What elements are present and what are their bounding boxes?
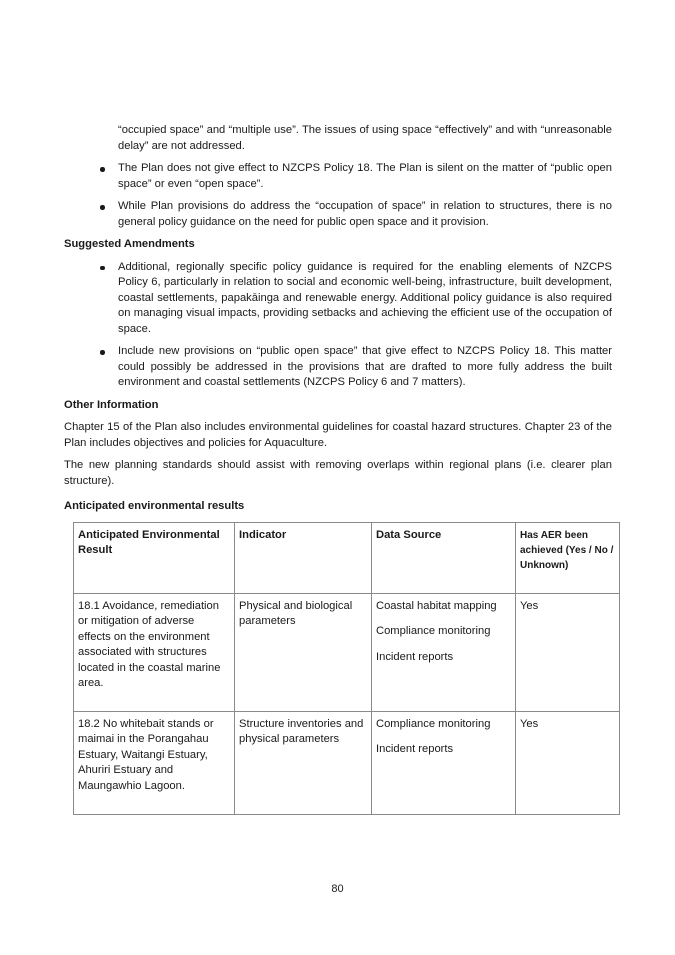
amendment-bullet-text: Include new provisions on “public open space” that give effect to NZCPS Policy 18. This matter could possibly be addressed in the provisions that are drafted to more fully address the built environment and coastal settlements (NZCPS Policy 6 and 7 matters). [118, 345, 612, 389]
issue-bullet [64, 199, 612, 230]
row-indicator: Structure inventories and physical parameters [235, 711, 372, 814]
suggested-amendments-heading: Suggested Amendments [64, 238, 195, 251]
aer-table [73, 522, 620, 815]
data-source-item: Compliance monitoring [376, 717, 491, 730]
intro-continuation: “occupied space” and “multiple use”. The issues of using space “effectively” and with “unreasonable delay” are not addressed. [118, 124, 612, 152]
aer-table-heading: Anticipated environmental results [64, 500, 245, 513]
table-row [74, 711, 620, 814]
bullet-icon [100, 266, 105, 271]
amendment-bullet-text: Additional, regionally specific policy guidance is required for the enabling elements of NZCPS Policy 6, particularly in relation to social and economic well-being, infrastructure, built development, coastal settlements, papakāinga and renewable energy. Additional policy guidance is also required on managing visual impacts, providing setbacks and achieving the efficient use of the occupation of space. [118, 260, 612, 335]
other-information-paragraph: Chapter 15 of the Plan also includes environmental guidelines for coastal hazard structures. Chapter 23 of the Plan includes objectives and policies for Aquaculture. [64, 421, 612, 449]
other-information-paragraph: The new planning standards should assist with removing overlaps within regional plans (i.e. clearer plan structure). [64, 459, 612, 487]
bullet-icon [100, 167, 105, 172]
row-indicator: Physical and biological parameters [235, 593, 372, 711]
issue-bullet-text: The Plan does not give effect to NZCPS Policy 18. The Plan is silent on the matter of “public open space” or even “open space”. [118, 162, 612, 190]
bullet-icon [100, 205, 105, 210]
data-source-item: Compliance monitoring [376, 625, 491, 638]
amendment-bullet [64, 344, 612, 391]
row-result: 18.2 No whitebait stands or maimai in the Porangahau Estuary, Waitangi Estuary, Ahuriri Estuary and Maungawhio Lagoon. [74, 711, 235, 814]
header-achieved: Has AER been achieved (Yes / No / Unknown) [516, 522, 620, 593]
header-data-source: Data Source [372, 522, 516, 593]
document-page [64, 112, 612, 815]
page-number: 80 [331, 883, 344, 895]
row-data-sources [372, 711, 516, 814]
row-result: 18.1 Avoidance, remediation or mitigation of adverse effects on the environment associated with structures located in the coastal marine area. [74, 593, 235, 711]
table-row [74, 593, 620, 711]
other-information-heading: Other Information [64, 398, 159, 411]
data-source-item: Incident reports [376, 650, 454, 663]
header-indicator: Indicator [235, 522, 372, 593]
data-source-item: Coastal habitat mapping [376, 599, 497, 612]
header-result: Anticipated Environmental Result [74, 522, 235, 593]
amendment-bullet [64, 260, 612, 338]
table-header-row [74, 522, 620, 593]
issue-bullet [64, 161, 612, 192]
row-achieved: Yes [516, 593, 620, 711]
data-source-item: Incident reports [376, 743, 454, 756]
bullet-icon [100, 350, 105, 355]
issue-bullet-text: While Plan provisions do address the “occupation of space” in relation to structures, there is no general policy guidance on the need for public open space and it provision. [118, 200, 612, 228]
row-data-sources [372, 593, 516, 711]
row-achieved: Yes [516, 711, 620, 814]
